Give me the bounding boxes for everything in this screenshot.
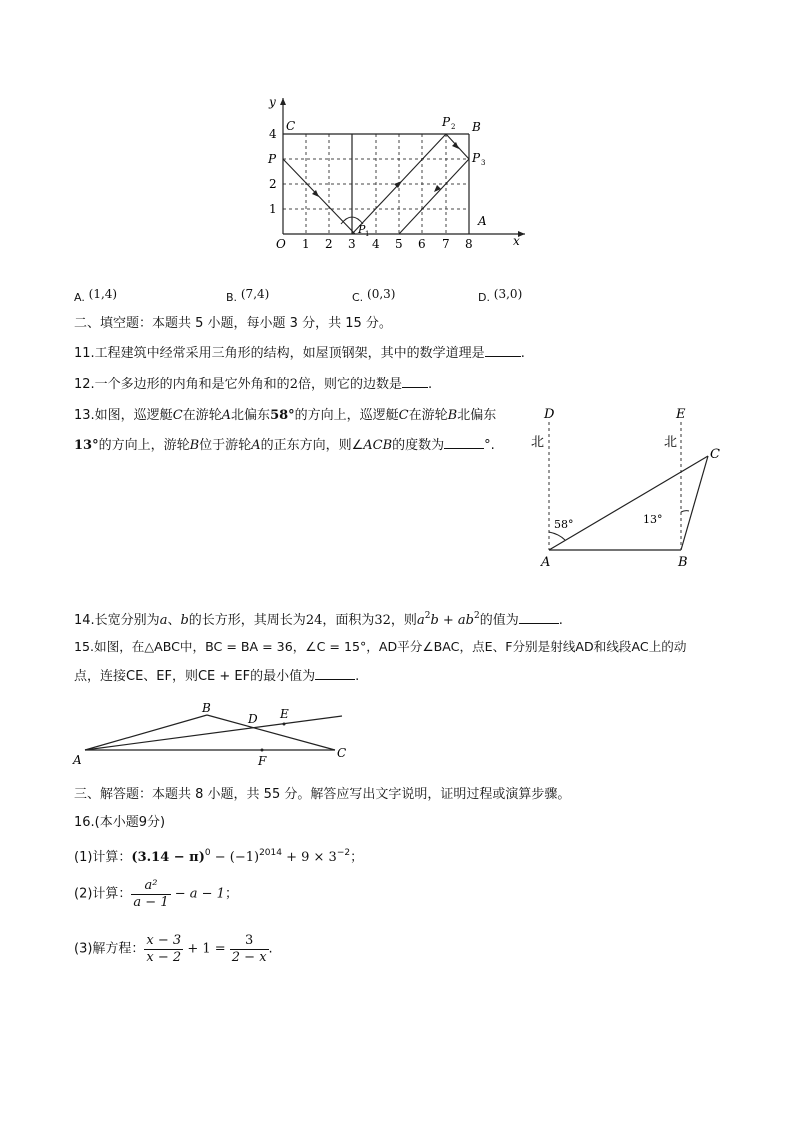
q14-var-a: a [159,613,168,628]
q12-multiple: 2 [289,377,298,392]
point-c-label: C [286,119,296,133]
q16-p3-mid: + 1 = [183,941,230,957]
ray-ad [85,716,342,750]
q13-t3: 北偏东 [231,408,271,423]
point-p1-label: P [358,223,366,236]
q15-answer-blank[interactable] [315,667,355,680]
option-c[interactable] [352,284,395,308]
q13-t6: 北偏东 [457,408,497,423]
q14-var-b: b [180,613,189,628]
option-d-value: (3,0) [493,287,523,301]
label-c: C [710,447,720,462]
q16-p2-end: ； [224,886,238,902]
section-3-heading: 三、解答题：本题共 8 小题，共 55 分。解答应写出文字说明，证明过程或演算步骤。 [74,787,571,802]
q16-p1-expr-c: + 9 × 3 [281,850,337,865]
x-tick-7: 7 [442,237,450,251]
option-a-letter: A. [74,291,85,304]
question-15-line1: 15.如图，在△ABC中，BC = BA = 36，∠C = 15°，AD平分∠BAC，点E、F分别是射线AD和线段AC上的动 [74,639,687,654]
q12-text-a: 12.一个多边形的内角和是它外角和的 [74,377,290,392]
q16-p1-end: ； [350,850,364,865]
q13-deg2: 13° [74,438,99,453]
q16-p1-exp2014: 2014 [259,848,282,858]
question-15-line2 [74,667,359,687]
q14-t4: ，则 [390,613,417,628]
option-d-letter: D. [478,291,490,304]
q13-t9: 的正东方向，则∠ [260,438,364,453]
q14-answer-blank[interactable] [519,611,559,624]
point-p2-sub: 2 [451,123,456,131]
option-b-value: (7,4) [240,287,270,301]
q13-c1: C [172,408,183,423]
point-p3-sub: 3 [481,159,486,167]
q16-p1-label: (1)计算： [74,850,132,865]
label-b: B [678,555,688,570]
y-axis-label: y [269,95,276,109]
question-14 [74,606,563,631]
q16-p2-fraction [131,878,170,911]
question-11 [74,344,525,364]
q13-answer-blank[interactable] [444,436,484,449]
q12-end: . [427,377,433,392]
q16-p3-numerator-1: x − 3 [146,933,182,948]
label-b: B [202,701,211,715]
q16-p3-fraction-2 [230,933,269,966]
q13-deg1: 58° [270,408,295,423]
x-tick-4: 4 [372,237,380,251]
option-c-value: (0,3) [367,287,396,301]
label-f: F [258,754,267,768]
q16-p2-denominator: a − 1 [133,895,169,910]
q13-c2: C [398,408,409,423]
q13-end: °. [484,438,495,453]
segment-ac [549,456,708,550]
q13-t8: 位于游轮 [199,438,252,453]
section-2-heading: 二、填空题：本题共 5 小题，每小题 3 分，共 15 分。 [74,316,392,331]
q13-b2: B [189,438,200,453]
point-p1-sub: 1 [365,230,370,238]
path-arrows [312,142,459,197]
option-b[interactable] [226,284,269,308]
label-a: A [541,555,551,570]
q16-p2-numerator: a² [131,878,170,895]
label-e: E [280,707,289,721]
angle-58-arc [549,532,565,540]
q16-p2-rest: − a − 1 [170,886,225,902]
point-p2-label: P [442,115,451,129]
y-axis-arrow [280,98,286,105]
q16-p3-denominator-2: 2 − x [231,950,267,965]
q13-acb: ACB [363,438,393,453]
label-c: C [337,746,347,760]
q16-p1-expr-b: − (−1) [210,850,260,865]
q16-p1-exp-neg2: −2 [336,848,351,858]
q14-t3: ，面积为 [322,613,375,628]
angle-58-label: 58° [554,518,574,531]
q14-exp-b: 2 [474,611,480,621]
q14-expr-b: b + ab [430,613,474,628]
point-b-label: B [472,120,481,134]
point-a-label: A [478,214,487,228]
q14-t1: 14.长宽分别为 [74,613,160,628]
north-label-1: 北 [531,435,545,450]
label-d: D [248,712,258,726]
q14-t5: 的值为 [479,613,519,628]
y-tick-2: 2 [269,177,277,191]
q16-part-3 [74,933,273,966]
x-tick-8: 8 [465,237,473,251]
q16-p1-exp0: 0 [204,848,211,858]
label-d: D [544,407,555,422]
q13-t4: 的方向上，巡逻艇 [294,408,399,423]
q14-end: . [558,613,563,628]
q16-p3-fraction-1 [144,933,183,966]
y-tick-1: 1 [269,202,277,216]
question-16-title: 16.(本小题9分) [74,815,166,830]
figure-13 [525,400,735,575]
q16-p3-label: (3)解方程： [74,941,145,957]
q12-text-c: 倍，则它的边数是 [297,377,402,392]
coordinate-graph [255,88,545,258]
segment-bc [207,715,335,750]
question-13-line1 [74,406,496,426]
angle-13-label: 13° [643,513,663,526]
point-p-label: P [268,152,277,166]
q13-a2: A [251,438,261,453]
north-label-2: 北 [664,435,678,450]
label-e: E [676,407,686,422]
q13-t5: 在游轮 [408,408,448,423]
option-a[interactable] [74,284,117,308]
q13-t10: 的度数为 [392,438,445,453]
question-13-line2 [74,436,495,456]
segment-ab [85,715,207,750]
grid-lines [283,134,469,234]
q14-expr-a: a [416,613,425,628]
y-tick-4: 4 [269,127,277,141]
q13-t2: 在游轮 [182,408,222,423]
q16-p1-expr-a: (3.14 − π) [131,850,205,865]
question-12 [74,375,432,395]
x-tick-6: 6 [418,237,426,251]
option-c-letter: C. [352,291,364,304]
x-tick-2: 2 [325,237,333,251]
q13-b1: B [447,408,458,423]
option-b-letter: B. [226,291,238,304]
point-e [283,723,286,726]
q16-p3-denominator-1: x − 2 [146,950,182,965]
q14-t2: 的长方形，其周长为 [188,613,306,628]
q15-t1: 点，连接CE、EF，则CE + EF的最小值为 [74,669,316,684]
q16-p3-numerator-2: 3 [230,933,269,950]
q16-p3-end: . [268,941,273,957]
q15-end: . [355,669,360,684]
figure-15 [70,700,360,770]
point-f [261,749,264,752]
x-tick-5: 5 [395,237,403,251]
q14-area: 32 [374,613,391,628]
q11-end: . [520,346,525,361]
point-p3-label: P [472,151,481,165]
q13-t7: 的方向上，游轮 [98,438,190,453]
q13-t1: 13.如图，巡逻艇 [74,408,173,423]
angle-13-arc [681,511,689,512]
q14-perimeter: 24 [305,613,323,628]
x-tick-3: 3 [348,237,356,251]
x-tick-1: 1 [302,237,310,251]
q12-answer-blank[interactable] [402,375,428,388]
q16-p2-label: (2)计算： [74,886,132,902]
q16-part-1 [74,843,363,868]
q13-a1: A [221,408,232,423]
q14-sep: 、 [167,613,181,628]
q16-part-2 [74,878,238,911]
q14-exp-a: 2 [424,611,431,621]
origin-label: O [276,237,286,251]
x-axis-label: x [513,234,520,248]
q11-text: 11.工程建筑中经常采用三角形的结构，如屋顶钢架，其中的数学道理是 [74,346,485,361]
q11-answer-blank[interactable] [485,344,521,357]
option-a-value: (1,4) [88,287,118,301]
option-d[interactable] [478,284,522,308]
label-a: A [73,753,82,767]
